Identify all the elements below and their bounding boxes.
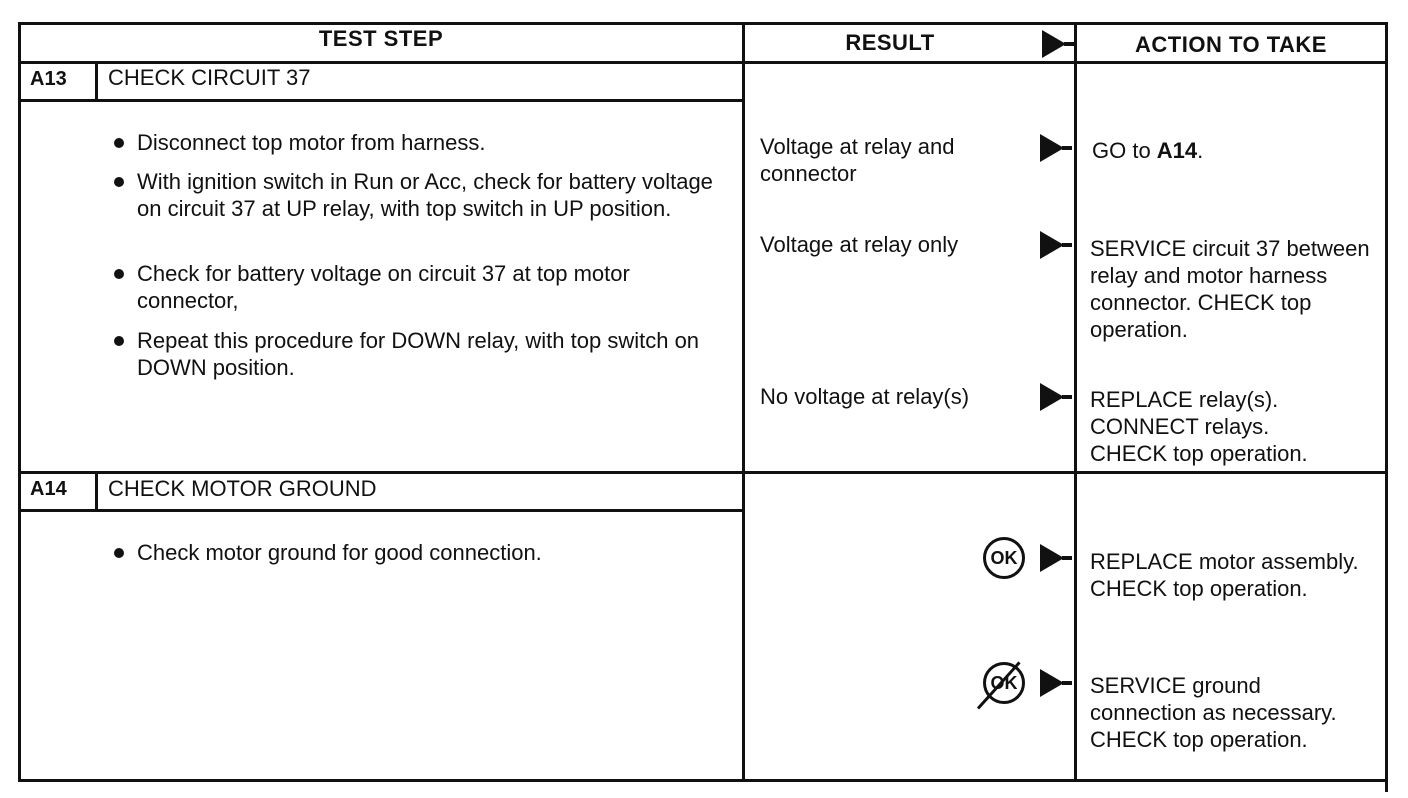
a14-title-rule <box>18 509 745 512</box>
a13-result-3: No voltage at relay(s) <box>760 384 970 409</box>
header-test-step: TEST STEP <box>318 26 444 51</box>
a13-bullet-3: Check for battery voltage on circuit 37 at top motor connector, <box>137 261 630 313</box>
a13-title-rule <box>18 99 745 102</box>
result-arrow-icon <box>1040 669 1064 697</box>
a14-top-rule <box>18 471 1388 474</box>
a13-action-3: REPLACE relay(s). CONNECT relays. CHECK top operation. <box>1090 387 1308 466</box>
a13-bullet-1: Disconnect top motor from harness. <box>137 130 486 155</box>
a13-id-divider <box>95 62 98 102</box>
a13-action-1-prefix: GO to <box>1092 138 1157 163</box>
table-border-right <box>1385 22 1388 792</box>
a13-result-2: Voltage at relay only <box>760 232 959 257</box>
a13-result-1: Voltage at relay and connector <box>760 134 955 186</box>
header-arrow-stem <box>1064 42 1074 46</box>
bullet-icon <box>114 336 124 346</box>
header-arrow-icon <box>1042 30 1066 58</box>
a14-action-2: SERVICE ground connection as necessary. CHECK top operation. <box>1090 673 1337 752</box>
a13-action-1-step: A14 <box>1156 138 1198 163</box>
bullet-icon <box>114 548 124 558</box>
result-arrow-stem <box>1062 243 1072 247</box>
step-title-a14: CHECK MOTOR GROUND <box>108 476 377 501</box>
a14-bullet-1: Check motor ground for good connection. <box>137 540 542 565</box>
result-arrow-icon <box>1040 231 1064 259</box>
header-result: RESULT <box>845 30 935 55</box>
step-id-a13: A13 <box>30 68 67 90</box>
result-arrow-icon <box>1040 134 1064 162</box>
column-rule-action <box>1074 22 1077 781</box>
a14-id-divider <box>95 472 98 512</box>
header-action: ACTION TO TAKE <box>1135 32 1327 57</box>
result-arrow-icon <box>1040 544 1064 572</box>
step-id-a14: A14 <box>30 478 67 500</box>
result-arrow-stem <box>1062 395 1072 399</box>
a13-bullet-2: With ignition switch in Run or Acc, check for battery voltage on circuit 37 at UP relay, with top switch in UP position. <box>137 169 713 221</box>
bullet-icon <box>114 269 124 279</box>
result-arrow-stem <box>1062 146 1072 150</box>
column-rule-result <box>742 22 745 781</box>
bullet-icon <box>114 138 124 148</box>
bullet-icon <box>114 177 124 187</box>
header-rule <box>18 61 1388 64</box>
table-border-left <box>18 22 21 781</box>
result-arrow-stem <box>1062 556 1072 560</box>
ok-result-icon: OK <box>983 537 1025 579</box>
not-ok-result-icon: OK <box>983 662 1025 704</box>
a13-bullet-4: Repeat this procedure for DOWN relay, with top switch on DOWN position. <box>137 328 700 380</box>
table-border-bottom <box>18 779 1388 782</box>
a14-action-1: REPLACE motor assembly. CHECK top operation. <box>1090 549 1359 601</box>
a13-action-1 <box>1092 137 1203 164</box>
a13-action-2: SERVICE circuit 37 between relay and motor harness connector. CHECK top operation. <box>1090 236 1370 342</box>
step-title-a13: CHECK CIRCUIT 37 <box>108 65 311 90</box>
result-arrow-stem <box>1062 681 1072 685</box>
a13-action-1-suffix: . <box>1197 138 1204 163</box>
result-arrow-icon <box>1040 383 1064 411</box>
